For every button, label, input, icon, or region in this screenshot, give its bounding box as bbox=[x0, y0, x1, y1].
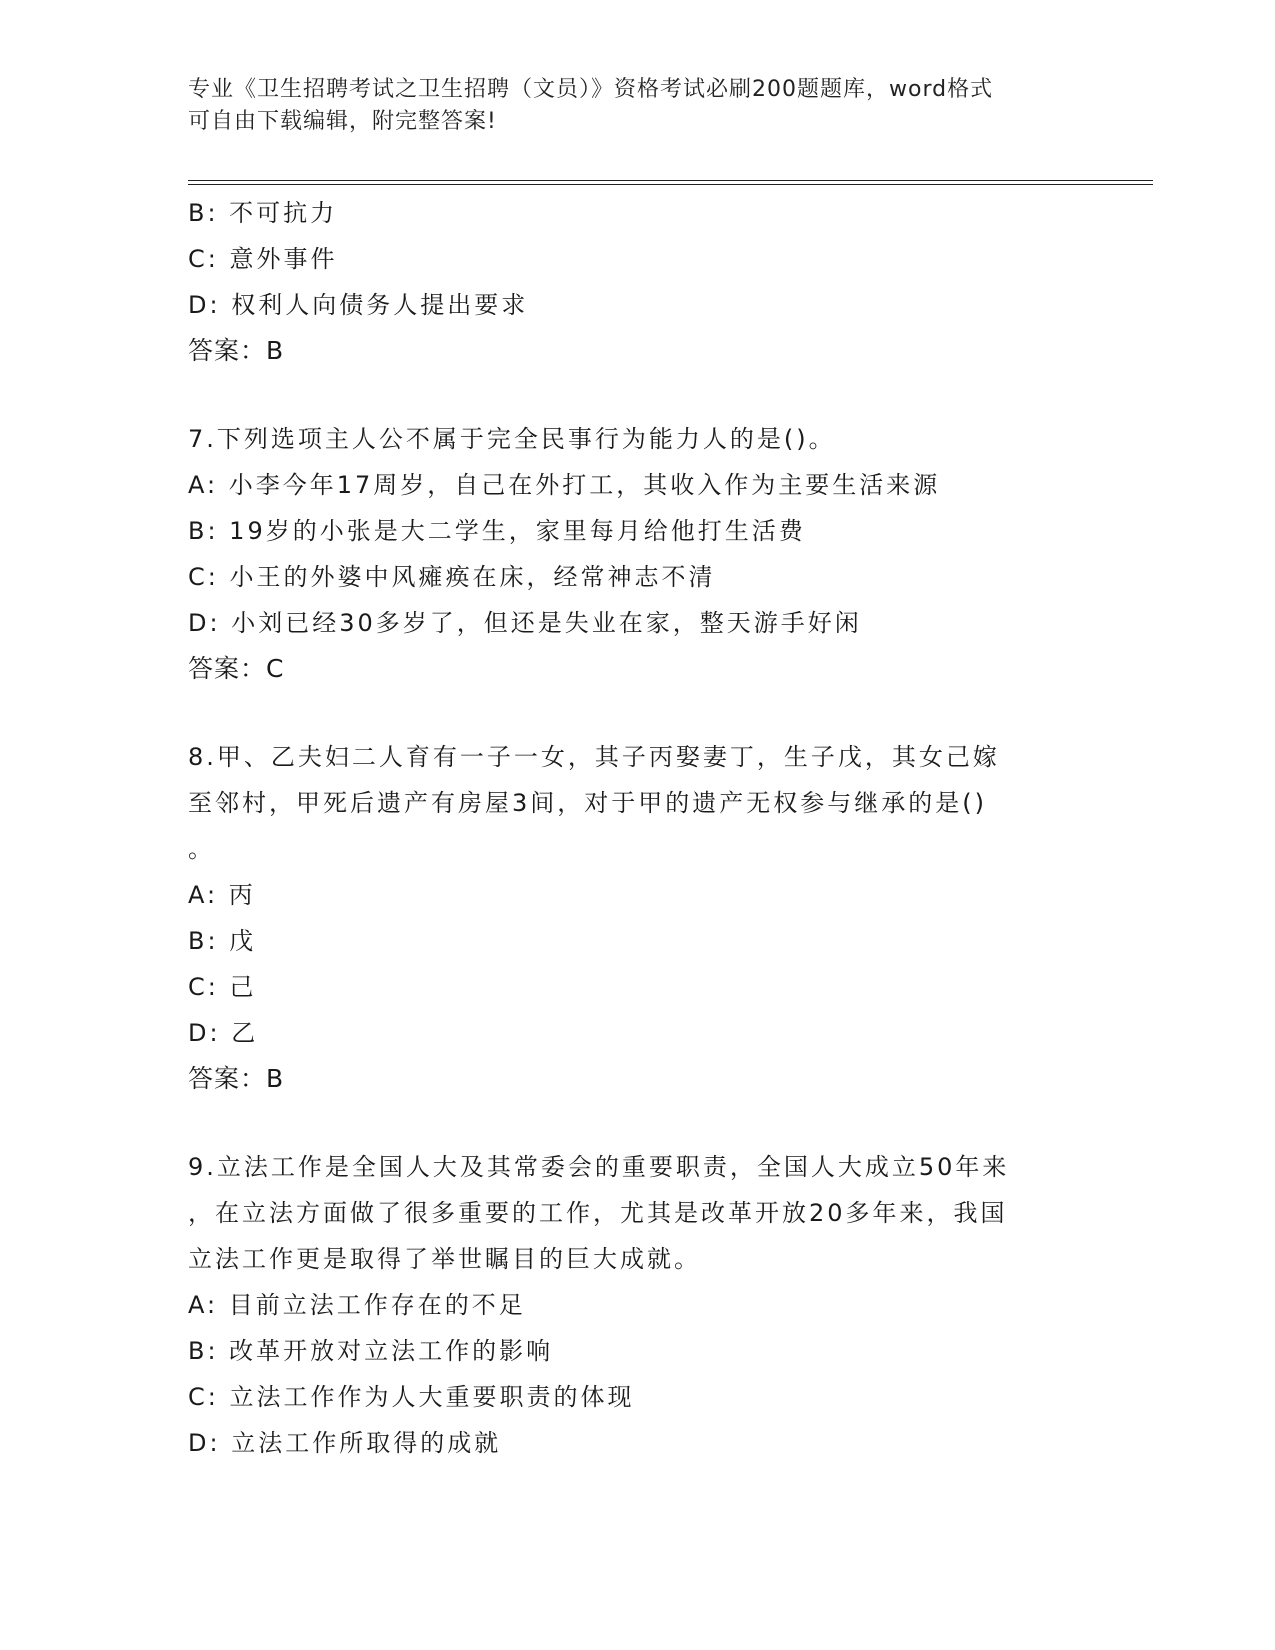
option-d: D: 乙 bbox=[188, 1019, 259, 1047]
question-9 bbox=[188, 1144, 1088, 1466]
document-header bbox=[188, 74, 1068, 138]
option-b: B: 不可抗力 bbox=[188, 199, 338, 227]
answer-label: 答案：B bbox=[188, 336, 285, 365]
option-b: B: 改革开放对立法工作的影响 bbox=[188, 1337, 554, 1365]
question-stem-line: 9.立法工作是全国人大及其常委会的重要职责，全国人大成立50年来 bbox=[188, 1153, 1010, 1181]
option-c: C: 小王的外婆中风瘫痪在床，经常神志不清 bbox=[188, 563, 716, 591]
spacer bbox=[188, 374, 1088, 416]
spacer bbox=[188, 1102, 1088, 1144]
option-b: B: 戊 bbox=[188, 927, 257, 955]
option-d: D: 权利人向债务人提出要求 bbox=[188, 291, 529, 319]
option-b: B: 19岁的小张是大二学生，家里每月给他打生活费 bbox=[188, 517, 806, 545]
header-divider-top bbox=[188, 180, 1153, 181]
option-c: C: 己 bbox=[188, 973, 257, 1001]
question-6-continuation bbox=[188, 190, 1088, 374]
question-7 bbox=[188, 416, 1088, 692]
answer-label: 答案：C bbox=[188, 654, 285, 683]
option-c: C: 意外事件 bbox=[188, 245, 338, 273]
question-list bbox=[188, 190, 1088, 1466]
option-a: A: 目前立法工作存在的不足 bbox=[188, 1291, 526, 1319]
option-a: A: 小李今年17周岁，自己在外打工，其收入作为主要生活来源 bbox=[188, 471, 941, 499]
header-divider-bottom bbox=[188, 184, 1153, 185]
header-title-line-2: 可自由下载编辑，附完整答案! bbox=[188, 109, 497, 134]
question-stem-line: 。 bbox=[188, 835, 215, 863]
question-stem-line: 至邻村，甲死后遗产有房屋3间，对于甲的遗产无权参与继承的是() bbox=[188, 789, 987, 817]
question-stem-line: 8.甲、乙夫妇二人育有一子一女，其子丙娶妻丁，生子戊，其女己嫁 bbox=[188, 743, 1000, 771]
question-stem: 7.下列选项主人公不属于完全民事行为能力人的是()。 bbox=[188, 425, 836, 453]
question-stem-line: ，在立法方面做了很多重要的工作，尤其是改革开放20多年来，我国 bbox=[188, 1199, 1008, 1227]
option-d: D: 小刘已经30多岁了，但还是失业在家，整天游手好闲 bbox=[188, 609, 862, 637]
spacer bbox=[188, 692, 1088, 734]
option-d: D: 立法工作所取得的成就 bbox=[188, 1429, 502, 1457]
option-c: C: 立法工作作为人大重要职责的体现 bbox=[188, 1383, 635, 1411]
option-a: A: 丙 bbox=[188, 881, 256, 909]
question-stem-line: 立法工作更是取得了举世瞩目的巨大成就。 bbox=[188, 1245, 701, 1273]
question-8 bbox=[188, 734, 1088, 1102]
answer-label: 答案：B bbox=[188, 1064, 285, 1093]
header-title-line-1: 专业《卫生招聘考试之卫生招聘（文员）》资格考试必刷200题题库，word格式 bbox=[188, 77, 994, 102]
